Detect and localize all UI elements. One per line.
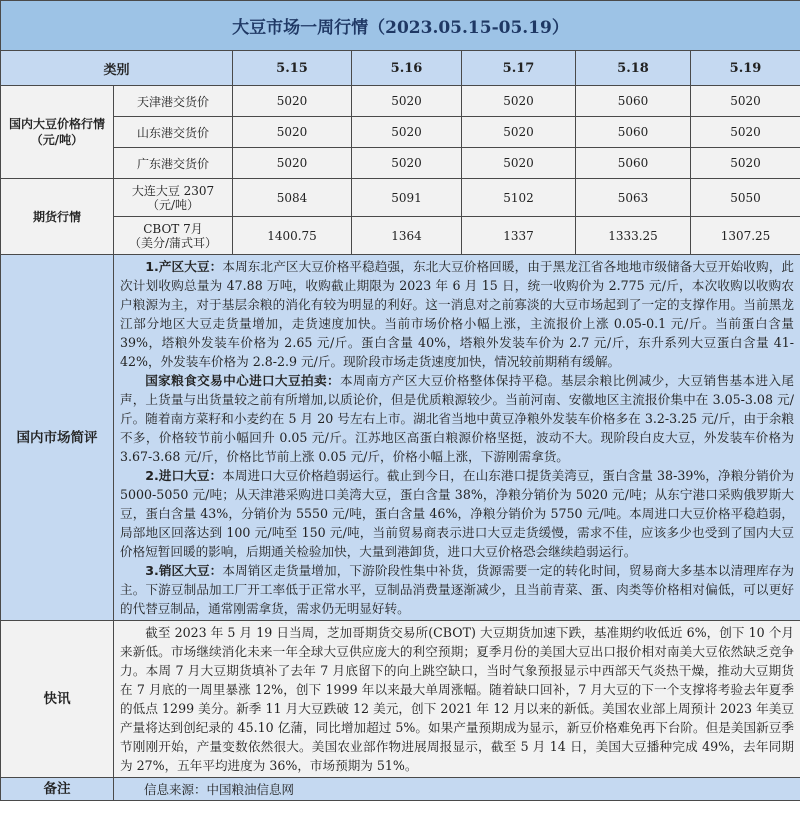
cell: 5084 <box>233 179 352 217</box>
row-label-unit: （美分/蒲式耳） <box>128 235 218 250</box>
row-label <box>114 179 233 217</box>
date-header: 5.17 <box>462 51 576 86</box>
cell: 5020 <box>233 117 352 148</box>
cell: 5060 <box>576 117 691 148</box>
date-header: 5.15 <box>233 51 352 86</box>
commentary-label: 国内市场简评 <box>1 255 114 621</box>
domestic-group-label: 国内大豆价格行情（元/吨） <box>1 86 114 179</box>
commentary-text <box>114 255 800 621</box>
table-row <box>1 86 800 117</box>
paragraph-heading: 国家粮食交易中心进口大豆拍卖： <box>145 373 340 388</box>
paragraph-heading: 3.销区大豆： <box>145 563 223 578</box>
table-row <box>1 148 800 179</box>
paragraph-body: 本周进口大豆价格趋弱运行。截止到今日，在山东港口提货美湾豆，蛋白含量 38-39%，净粮分销价为 5000-5050 元/吨；从天津港采购进口美湾大豆，蛋白含量 38%，净粮分销价为 5020 元/吨；从东宁港口采购俄罗斯大豆，蛋白含量 43%，分销价为 5550 元/吨，蛋白含量 46%，净粮分销价为 5750 元/吨。本周进口大豆价格平稳趋弱，局部地区回落达到 100 元/吨至 150 元/吨，当前贸易商表示进口大豆走货缓慢，需求不佳，应该多少也受到了国内大豆价格短暂回暖的影响，后期通关检验加快，大量到港卸货，进口大豆价格恐会继续趋弱运行。 <box>120 468 795 559</box>
commentary-paragraph <box>120 466 794 561</box>
row-label-name: 大连大豆 2307 <box>131 183 215 198</box>
table-row <box>1 217 800 255</box>
row-label <box>114 217 233 255</box>
news-label: 快讯 <box>1 621 114 778</box>
cell: 5020 <box>233 86 352 117</box>
cell: 5020 <box>462 117 576 148</box>
table-title: 大豆市场一周行情（2023.05.15-05.19） <box>1 1 800 51</box>
date-header: 5.16 <box>352 51 462 86</box>
cell: 5020 <box>352 86 462 117</box>
paragraph-body: 本周南方产区大豆价格整体保持平稳。基层余粮比例减少，大豆销售基本进入尾声，上货量与出货量较之前有所增加,以质论价，但是优质粮源较少。当前河南、安徽地区主流报价集中在 3.05-3.08 元/斤。随着南方菜籽和小麦约在 5 月 20 号左右上市。湖北省当地中黄豆净粮外发装车价格多在 3.2-3.25 元/斤，由于余粮不多，价格较节前小幅回升 0.05 元/斤。江苏地区高蛋白粮源价格坚挺，波动不大。现阶段白皮大豆，外发装车价格为 3.67-3.68 元/斤，价格比节前上涨 0.05 元/斤，价格小幅上涨，下游刚需拿货。 <box>120 373 795 464</box>
news-row <box>1 621 800 778</box>
footer-label: 备注 <box>1 778 114 801</box>
source-text: 信息来源：中国粮油信息网 <box>114 778 800 801</box>
cell: 1337 <box>462 217 576 255</box>
date-header: 5.19 <box>691 51 800 86</box>
paragraph-heading: 2.进口大豆： <box>145 468 223 483</box>
commentary-paragraph <box>120 371 794 466</box>
cell: 1364 <box>352 217 462 255</box>
cell: 1307.25 <box>691 217 800 255</box>
paragraph-body: 本周东北产区大豆价格平稳趋强，东北大豆价格回暖，由于黑龙江省各地地市级储备大豆开始收购，此次计划收购总量为 47.88 万吨，收购截止期限为 2023 年 6 月 15 日，统一收购价为 2.775 元/斤，本次收购以收购农户粮源为主，对于基层余粮的消化有较为明显的利好。这一消息对之前寡淡的大豆市场起到了一定的支撑作用。当前黑龙江部分地区大豆走货量增加，走货速度加快。当前市场价格小幅上涨，主流报价上涨 0.05-0.1 元/斤。当前蛋白含量 39%，塔粮外发装车价格为 2.65 元/斤。蛋白含量 40%，塔粮外发装车价为 2.7 元/斤，东升系列大豆蛋白含量 41-42%，外发装车价格为 2.8-2.9 元/斤。现阶段市场走货速度加快，情况较前期稍有缓解。 <box>120 259 795 369</box>
cell: 5020 <box>691 117 800 148</box>
row-label-name: CBOT 7月 <box>143 221 203 236</box>
header-row <box>1 51 800 86</box>
cell: 5063 <box>576 179 691 217</box>
commentary-paragraph <box>120 561 794 618</box>
cell: 5020 <box>462 148 576 179</box>
news-text <box>114 621 800 778</box>
row-label: 广东港交货价 <box>114 148 233 179</box>
news-paragraph: 截至 2023 年 5 月 19 日当周，芝加哥期货交易所(CBOT) 大豆期货加速下跌，基准期约收低近 6%，创下 10 个月来新低。市场继续消化未来一年全球大豆供应庞大的利空预期；夏季月份的美国大豆出口报价相对南美大豆依然缺乏竞争力。本周 7 月大豆期货填补了去年 7 月底留下的向上跳空缺口，当时气象预报显示中西部天气炎热干燥，推动大豆期货在 7 月底的一周里暴涨 12%，创下 1999 年以来最大单周涨幅。随着缺口回补，7 月大豆的下一个支撑将考验去年夏季的低点 1299 美分。新季 11 月大豆跌破 12 美元，创下 2021 年 12 月以来的新低。美国农业部上周预计 2023 年美豆产量将达到创纪录的 45.10 亿蒲，同比增加超过 5%。如果产量预期成为显示，新豆价格难免再下台阶。但是美国新豆季节刚刚开始，产量变数依然很大。美国农业部作物进展周报显示，截至 5 月 14 日，美国大豆播种完成 49%，去年同期为 27%，五年平均进度为 36%，市场预期为 51%。 <box>120 625 795 773</box>
cell: 5020 <box>462 86 576 117</box>
cell: 1400.75 <box>233 217 352 255</box>
paragraph-heading: 1.产区大豆： <box>145 259 223 274</box>
date-header: 5.18 <box>576 51 691 86</box>
cell: 5102 <box>462 179 576 217</box>
table-row <box>1 117 800 148</box>
cell: 5050 <box>691 179 800 217</box>
cell: 5091 <box>352 179 462 217</box>
cell: 5020 <box>691 86 800 117</box>
cell: 5020 <box>233 148 352 179</box>
cell: 1333.25 <box>576 217 691 255</box>
row-label: 山东港交货价 <box>114 117 233 148</box>
category-header: 类别 <box>1 51 233 86</box>
footer-row <box>1 778 800 801</box>
table-row <box>1 179 800 217</box>
cell: 5020 <box>352 148 462 179</box>
cell: 5060 <box>576 86 691 117</box>
row-label: 天津港交货价 <box>114 86 233 117</box>
cell: 5020 <box>352 117 462 148</box>
commentary-row <box>1 255 800 621</box>
commentary-paragraph <box>120 257 794 371</box>
cell: 5060 <box>576 148 691 179</box>
paragraph-body: 本周销区走货量增加，下游阶段性集中补货，货源需要一定的转化时间，贸易商大多基本以清理库存为主。下游豆制品加工厂开工率低于正常水平，豆制品消费量逐渐减少，且当前青菜、蛋、肉类等价格相对偏低，可以更好的代替豆制品，通常刚需拿货，需求仍无明显好转。 <box>120 563 795 616</box>
row-label-unit: （元/吨） <box>146 197 200 212</box>
cell: 5020 <box>691 148 800 179</box>
futures-group-label: 期货行情 <box>1 179 114 255</box>
